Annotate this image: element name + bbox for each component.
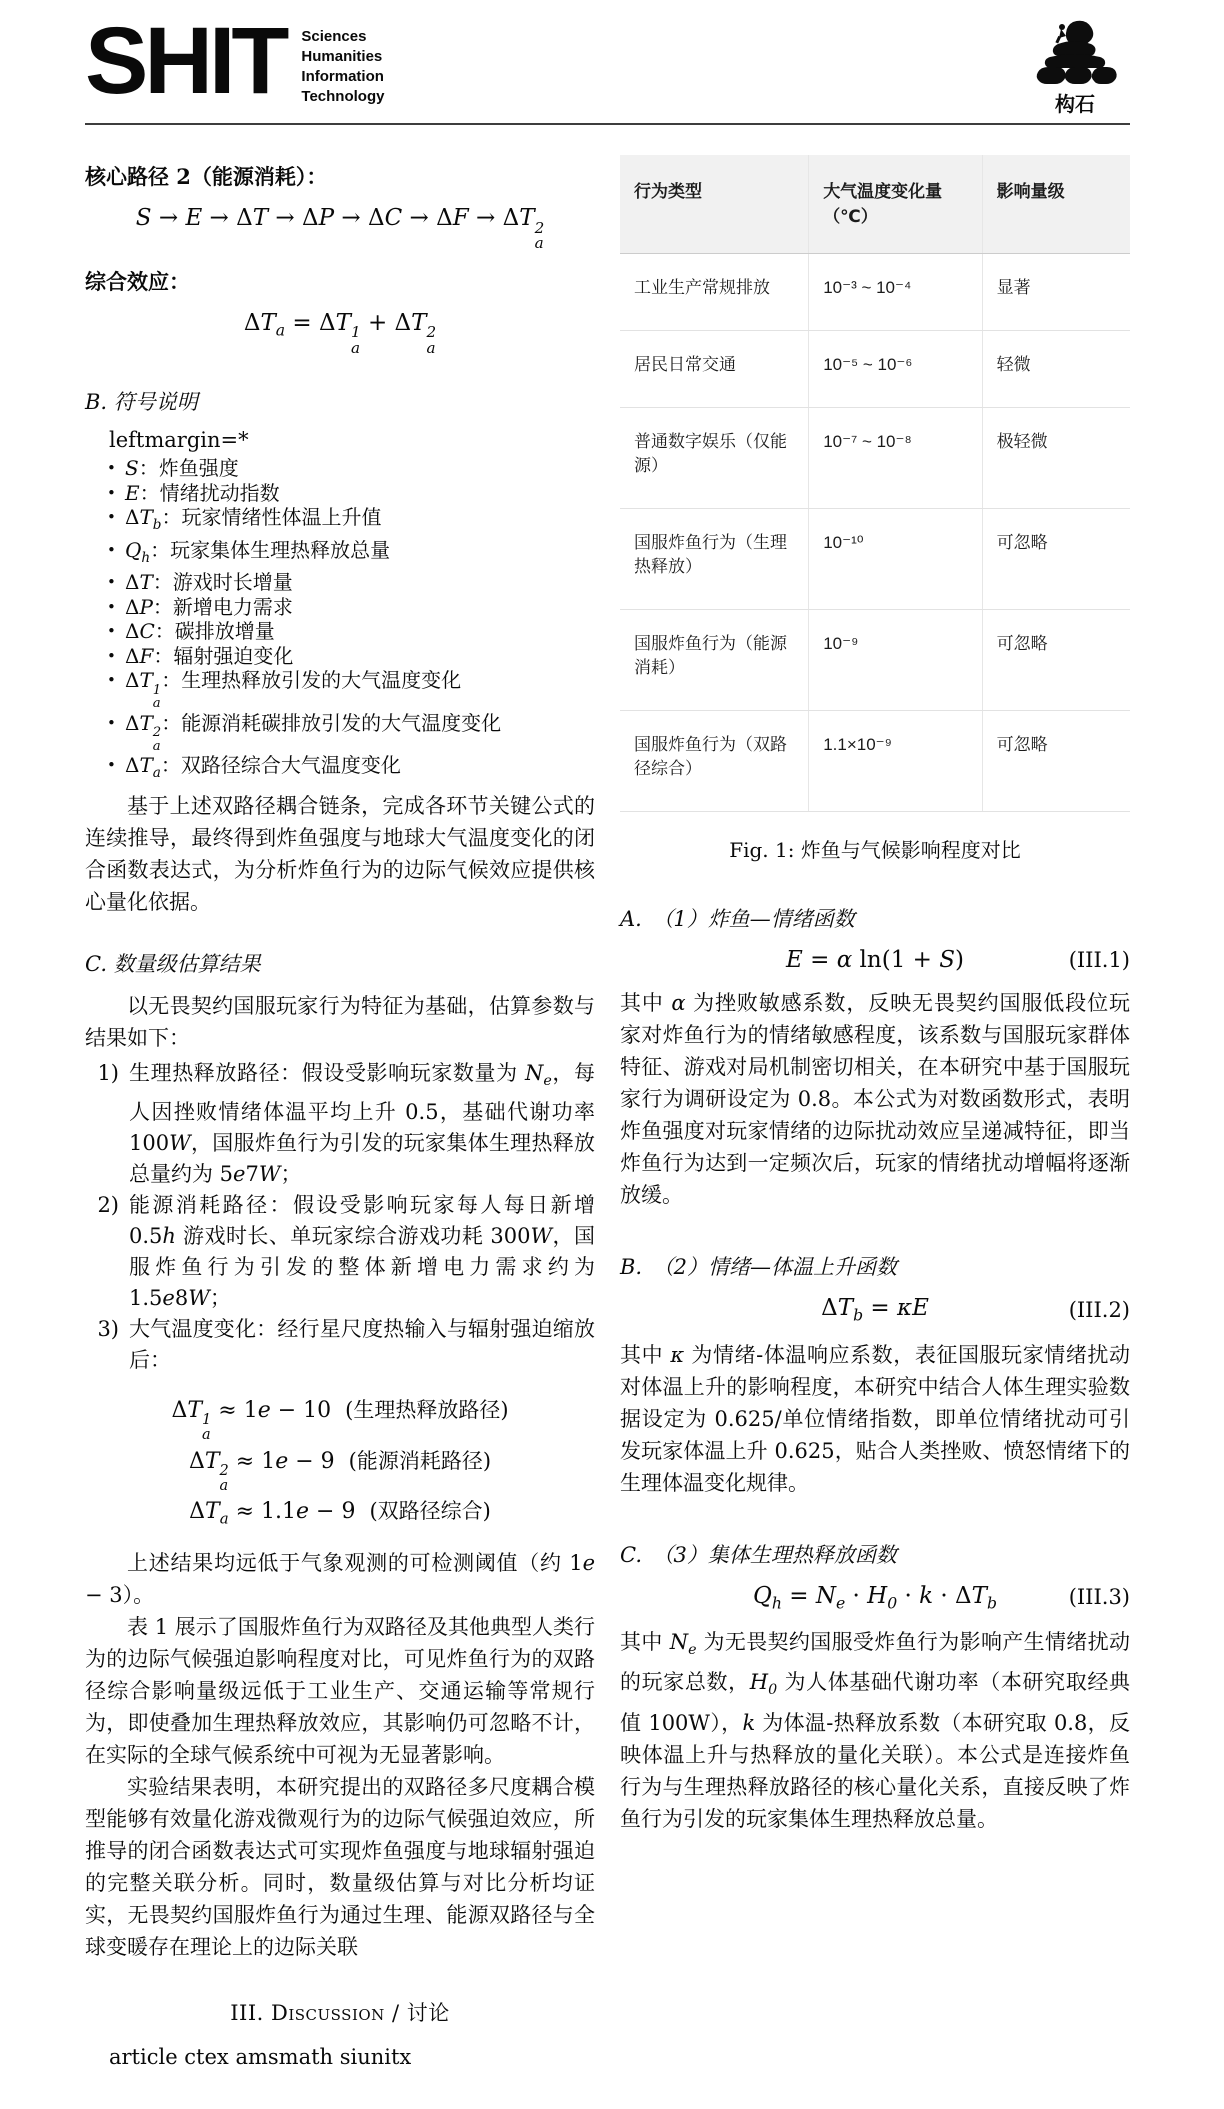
journal-logo-words [301, 27, 384, 107]
estimate-item [85, 1058, 595, 1190]
result-math: ΔT 2 a ≈ 1e − 9 [188, 1448, 335, 1494]
column-header: 影响量级 [982, 155, 1130, 254]
delta-t-cell: 10⁻⁵ ~ 10⁻⁶ [809, 331, 982, 408]
behavior-cell: 国服炸鱼行为（能源消耗） [620, 610, 809, 711]
symbol-item [107, 456, 595, 481]
table1-paragraph: 表 1 展示了国服炸鱼行为双路径及其他典型人类行为的边际气候强迫影响程度对比，可见炸鱼行为的双路径综合影响量级远低于工业生产、交通运输等常规行为，即使叠加生理热释放效应，其影响仍可忽略不计，在实际的全球气候系统中可视为无显著影响。 [85, 1614, 595, 1767]
estimate-list [85, 1058, 595, 1376]
table-row [620, 331, 1130, 408]
bullet-icon: • [107, 483, 116, 502]
symbol-item [107, 481, 595, 506]
publisher-name: 构石 [1055, 94, 1095, 116]
symbol-item [107, 505, 595, 538]
alpha-paragraph: 其中 α 为挫败敏感系数，反映无畏契约国服低段位玩家对炸鱼行为的情绪敏感程度，该系数与国服玩家群体特征、游戏对局机制密切相关，在本研究中基于国服玩家行为调研设定为 0.8。本公式为对数函数形式，表明炸鱼强度对玩家情绪的边际扰动效应呈递减特征，即当炸鱼行为达到一定频次后，玩家的情绪扰动增幅将逐渐放缓。 [620, 991, 1130, 1207]
column-header: 大气温度变化量（℃） [809, 155, 982, 254]
left-column [85, 155, 595, 2069]
symbol-desc: 玩家集体生理热释放总量 [170, 537, 391, 562]
magnitude-cell: 可忽略 [982, 711, 1130, 812]
path2-heading: 核心路径 2（能源消耗）： [85, 164, 328, 189]
symbol-list [85, 456, 595, 786]
symbol-math: $Q_h$： [125, 537, 171, 566]
behavior-cell: 国服炸鱼行为（生理热释放） [620, 509, 809, 610]
symbol-desc: 炸鱼强度 [158, 456, 239, 481]
behavior-cell: 居民日常交通 [620, 331, 809, 408]
symbol-math: ΔT 2 a ： [125, 710, 182, 754]
table-row [620, 509, 1130, 610]
qh-paragraph: 其中 $N_e$ 为无畏契约国服受炸鱼行为影响产生情绪扰动的玩家总数，$H_0$ 为人体基础代谢功率（本研究取经典值 100W），k 为体温-热释放系数（本研究取 0.8，反映体温上升与热释放的量化关联）。本公式是连接炸鱼行为与生理热释放路径的核心量化关系，直接反映了炸鱼行为引发的玩家集体生理热释放总量。 [620, 1630, 1131, 1831]
symbol-desc: 碳排放增量 [174, 619, 275, 644]
bullet-icon: • [107, 622, 116, 641]
logo-word: Information [301, 68, 384, 85]
bullet-icon: • [107, 508, 116, 527]
equation-math: $\Delta T_b = \kappa E$ [821, 1295, 929, 1325]
table-row [620, 408, 1130, 509]
symbol-item [107, 644, 595, 669]
table-row [620, 711, 1130, 812]
combined-effect-formula: $\Delta T_a = \Delta T$ 1 a + ΔT 2 a [243, 309, 437, 357]
result-label: (生理热释放路径) [345, 1397, 509, 1422]
symbol-math: ΔP： [125, 594, 173, 619]
estimate-text: 大气温度变化：经行星尺度热输入与辐射强迫缩放后： [129, 1316, 595, 1372]
bullet-icon: • [107, 459, 116, 478]
paper-body [0, 125, 1224, 2109]
journal-logo-acronym: SHIT [85, 8, 286, 114]
bullet-icon: • [107, 540, 116, 559]
symbol-desc: 生理热释放引发的大气温度变化 [181, 668, 462, 693]
result-math: $\Delta T_a \approx 1.1e - 9$ [189, 1499, 356, 1528]
estimate-item [85, 1190, 595, 1314]
rock-pile-icon [1032, 20, 1118, 86]
behavior-cell: 工业生产常规排放 [620, 254, 809, 331]
delta-t-cell: 10⁻¹⁰ [809, 509, 982, 610]
symbol-math: ΔT 1 a ： [125, 668, 182, 712]
bullet-icon: • [107, 713, 116, 732]
equation-iii1 [620, 947, 1130, 973]
symbol-desc: 新增电力需求 [172, 594, 293, 619]
discussion-heading: III. Discussion / 讨论 [230, 2000, 450, 2025]
bullet-icon: • [107, 597, 116, 616]
table-row [620, 610, 1130, 711]
bullet-icon: • [107, 671, 116, 690]
logo-word: Sciences [301, 28, 367, 45]
right-column [620, 155, 1130, 2069]
delta-t-cell: 10⁻⁹ [809, 610, 982, 711]
symbol-desc: 情绪扰动指数 [159, 480, 280, 505]
result-label: (能源消耗路径) [348, 1448, 492, 1473]
leftmargin-text: leftmargin=* [109, 428, 249, 453]
estimate-number: 2) [97, 1192, 119, 1217]
conclusion-paragraph: 实验结果表明，本研究提出的双路径多尺度耦合模型能够有效量化游戏微观行为的边际气候强迫效应，所推导的闭合函数表达式可实现炸鱼强度与地球辐射强迫的完整关联分析。同时，数量级估算与对比分析均证实，无畏契约国服炸鱼行为通过生理、能源双路径与全球变暖存在理论上的边际关联 [85, 1774, 595, 1959]
estimate-number: 1) [97, 1060, 119, 1085]
logo-word: Technology [301, 88, 385, 105]
symbol-desc: 游戏时长增量 [172, 570, 293, 595]
symbol-desc: 辐射强迫变化 [173, 643, 294, 668]
section-b2-heading: B. （2）情绪—体温上升函数 [620, 1255, 897, 1279]
symbol-math: ΔF： [125, 643, 174, 668]
combined-effect-heading: 综合效应： [85, 268, 190, 294]
symbol-item [107, 753, 595, 786]
bullet-icon: • [107, 646, 116, 665]
magnitude-cell: 显著 [982, 254, 1130, 331]
path2-formula: S → E → ΔT → ΔP → ΔC → ΔF → ΔT 2 a [135, 205, 545, 253]
symbol-item [107, 538, 595, 571]
symbol-math: ΔT： [125, 570, 173, 595]
section-a-heading: A. （1）炸鱼—情绪函数 [620, 907, 855, 931]
result-line [85, 1392, 595, 1443]
magnitude-cell: 极轻微 [982, 408, 1130, 509]
symbol-math: $\Delta T_a$： [125, 753, 181, 782]
magnitude-cell: 可忽略 [982, 610, 1130, 711]
equation-iii3 [620, 1583, 1130, 1613]
equation-iii2 [620, 1295, 1130, 1325]
estimate-intro: 以无畏契约国服玩家行为特征为基础，估算参数与结果如下： [85, 993, 595, 1050]
symbol-item [107, 570, 595, 595]
bullet-icon: • [107, 573, 116, 592]
result-line [85, 1493, 595, 1536]
equation-number: (III.2) [1068, 1297, 1130, 1322]
symbol-desc: 双路径综合大气温度变化 [180, 753, 401, 778]
column-header: 行为类型 [620, 155, 809, 254]
figure-caption: Fig. 1: 炸鱼与气候影响程度对比 [729, 838, 1021, 862]
result-math: ΔT 1 a ≈ 1e − 10 [171, 1397, 332, 1443]
table-header-row [620, 155, 1130, 254]
equation-math: E = α ln(1 + S) [786, 947, 964, 973]
delta-t-cell: 10⁻³ ~ 10⁻⁴ [809, 254, 982, 331]
results-block [85, 1392, 595, 1537]
logo-word: Humanities [301, 48, 383, 65]
symbol-item [107, 668, 595, 711]
result-line [85, 1443, 595, 1494]
page-header [0, 0, 1224, 117]
symbol-item [107, 595, 595, 620]
magnitude-cell: 轻微 [982, 331, 1130, 408]
latex-packages-text: article ctex amsmath siunitx [109, 2044, 412, 2069]
symbol-math: ΔC： [125, 619, 175, 644]
symbol-math: E： [125, 480, 160, 505]
bullet-icon: • [107, 756, 116, 775]
estimate-text: 生理热释放路径：假设受影响玩家数量为 $N_e$，每人因挫败情绪体温平均上升 0.5，基础代谢功率 100W，国服炸鱼行为引发的玩家集体生理热释放总量约为 5e7W； [129, 1060, 596, 1186]
behavior-cell: 普通数字娱乐（仅能源） [620, 408, 809, 509]
symbol-math: S： [125, 456, 159, 481]
delta-t-cell: 1.1×10⁻⁹ [809, 711, 982, 812]
section-b-heading: B. 符号说明 [85, 390, 198, 415]
derivation-paragraph: 基于上述双路径耦合链条，完成各环节关键公式的连续推导，最终得到炸鱼强度与地球大气温度变化的闭合函数表达式，为分析炸鱼行为的边际气候效应提供核心量化依据。 [85, 793, 595, 914]
symbol-item [107, 711, 595, 754]
symbol-desc: 能源消耗碳排放引发的大气温度变化 [181, 710, 502, 735]
estimate-item [85, 1314, 595, 1376]
estimate-number: 3) [97, 1316, 119, 1341]
section-c-heading: C. 数量级估算结果 [85, 951, 261, 976]
symbol-math: $\Delta T_b$： [125, 505, 182, 534]
result-label: (双路径综合) [369, 1499, 491, 1524]
kappa-paragraph: 其中 κ 为情绪-体温响应系数，表征国服玩家情绪扰动对体温上升的影响程度，本研究中结合人体生理实验数据设定为 0.625/单位情绪指数，即单位情绪扰动可引发玩家体温上升 0.625，贴合人类挫败、愤怒情绪下的生理体温变化规律。 [620, 1342, 1130, 1495]
section-c3-heading: C. （3）集体生理热释放函数 [620, 1542, 897, 1567]
threshold-paragraph: 上述结果均远低于气象观测的可检测阈值（约 1e − 3）。 [85, 1550, 595, 1607]
table-row [620, 254, 1130, 331]
publisher-logo [1020, 20, 1130, 117]
journal-logo [85, 8, 385, 114]
equation-number: (III.1) [1068, 948, 1130, 972]
delta-t-cell: 10⁻⁷ ~ 10⁻⁸ [809, 408, 982, 509]
comparison-table [620, 155, 1130, 812]
behavior-cell: 国服炸鱼行为（双路径综合） [620, 711, 809, 812]
symbol-desc: 玩家情绪性体温上升值 [181, 505, 382, 530]
estimate-text: 能源消耗路径：假设受影响玩家每人每日新增 0.5h 游戏时长、单玩家综合游戏功耗 300W，国服炸鱼行为引发的整体新增电力需求约为 1.5e8W； [129, 1192, 596, 1310]
equation-math: $Q_h = N_e \cdot H_0 \cdot k \cdot \Delta T_b$ [753, 1582, 997, 1613]
equation-number: (III.3) [1068, 1585, 1130, 1610]
symbol-item [107, 619, 595, 644]
magnitude-cell: 可忽略 [982, 509, 1130, 610]
